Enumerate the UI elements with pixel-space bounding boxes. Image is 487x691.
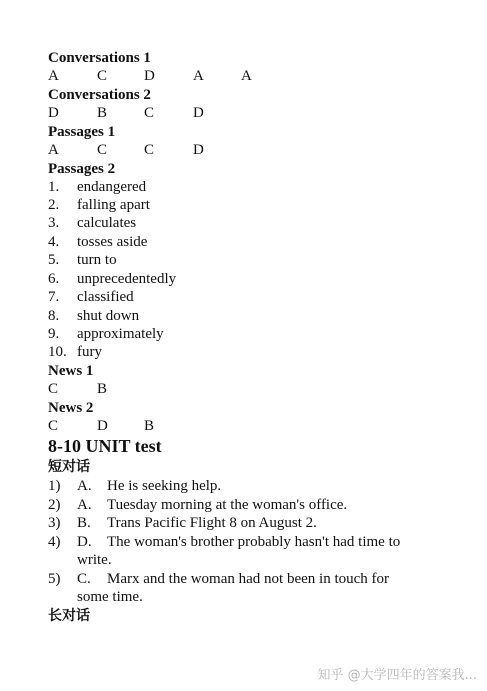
item-text: classified: [77, 289, 134, 305]
item-number: 8.: [48, 308, 60, 324]
list-item: [48, 307, 428, 325]
answer-item: D: [97, 418, 108, 434]
list-item: [48, 325, 428, 343]
answer-item: B: [144, 418, 155, 434]
question-number: 4): [48, 534, 61, 550]
question-item: [48, 533, 438, 569]
question-answer-text-continued: some time.: [77, 589, 143, 605]
question-answer-text: The woman's brother probably hasn't had time to: [107, 534, 401, 550]
passages-1-answers: [48, 141, 348, 159]
question-answer-letter: B.: [77, 515, 91, 531]
item-text: shut down: [77, 308, 140, 324]
answer-item: B: [97, 105, 108, 121]
conversations-1-heading: Conversations 1: [48, 50, 151, 66]
item-text: turn to: [77, 252, 117, 268]
item-text: fury: [77, 344, 102, 360]
answer-item: B: [97, 381, 108, 397]
unit-test-title: 8-10 UNIT test: [48, 436, 162, 456]
answer-item: A: [48, 68, 59, 84]
question-item: [48, 514, 438, 532]
question-answer-letter: C.: [77, 571, 91, 587]
answer-item: C: [144, 105, 155, 121]
answer-item: A: [241, 68, 252, 84]
question-number: 5): [48, 571, 61, 587]
question-answer-text: Trans Pacific Flight 8 on August 2.: [107, 515, 317, 531]
question-item: [48, 570, 438, 606]
item-number: 10.: [48, 344, 67, 360]
list-item: [48, 196, 428, 214]
answer-item: D: [193, 142, 204, 158]
conversations-1-answers: [48, 67, 348, 85]
question-answer-text: Tuesday morning at the woman's office.: [107, 497, 348, 513]
item-text: approximately: [77, 326, 164, 342]
item-number: 4.: [48, 234, 60, 250]
answer-item: D: [193, 105, 204, 121]
item-number: 6.: [48, 271, 60, 287]
passages-1-heading: Passages 1: [48, 124, 116, 140]
conversations-2-heading: Conversations 2: [48, 87, 151, 103]
list-item: [48, 178, 428, 196]
question-answer-letter: D.: [77, 534, 92, 550]
question-number: 1): [48, 478, 61, 494]
item-text: endangered: [77, 179, 147, 195]
answer-item: C: [144, 142, 155, 158]
item-number: 3.: [48, 215, 60, 231]
short-dialogues-heading: 短对话: [48, 459, 90, 475]
answer-item: A: [193, 68, 204, 84]
item-text: falling apart: [77, 197, 150, 213]
answer-item: A: [48, 142, 59, 158]
news-2-heading: News 2: [48, 400, 94, 416]
answer-item: C: [48, 381, 59, 397]
answer-item: C: [48, 418, 59, 434]
question-answer-text: Marx and the woman had not been in touch for: [107, 571, 390, 587]
list-item: [48, 288, 428, 306]
question-answer-letter: A.: [77, 478, 92, 494]
news-1-answers: [48, 380, 348, 398]
answer-item: D: [144, 68, 155, 84]
question-number: 3): [48, 515, 61, 531]
question-answer-text-continued: write.: [77, 552, 112, 568]
list-item: [48, 251, 428, 269]
item-number: 2.: [48, 197, 60, 213]
question-answer-text: He is seeking help.: [107, 478, 222, 494]
item-number: 5.: [48, 252, 60, 268]
long-dialogues-heading: 长对话: [48, 608, 90, 624]
list-item: [48, 343, 428, 361]
item-text: unprecedentedly: [77, 271, 177, 287]
news-2-answers: [48, 417, 348, 435]
item-number: 7.: [48, 289, 60, 305]
question-item: [48, 477, 438, 495]
question-number: 2): [48, 497, 61, 513]
item-number: 9.: [48, 326, 60, 342]
question-answer-letter: A.: [77, 497, 92, 513]
list-item: [48, 214, 428, 232]
conversations-2-answers: [48, 104, 348, 122]
answer-item: C: [97, 142, 108, 158]
list-item: [48, 233, 428, 251]
answer-item: C: [97, 68, 108, 84]
answer-item: D: [48, 105, 59, 121]
list-item: [48, 270, 428, 288]
question-item: [48, 496, 438, 514]
item-text: tosses aside: [77, 234, 148, 250]
item-number: 1.: [48, 179, 60, 195]
news-1-heading: News 1: [48, 363, 94, 379]
watermark: 知乎 @大学四年的答案我...: [317, 668, 477, 683]
passages-2-heading: Passages 2: [48, 161, 116, 177]
item-text: calculates: [77, 215, 137, 231]
